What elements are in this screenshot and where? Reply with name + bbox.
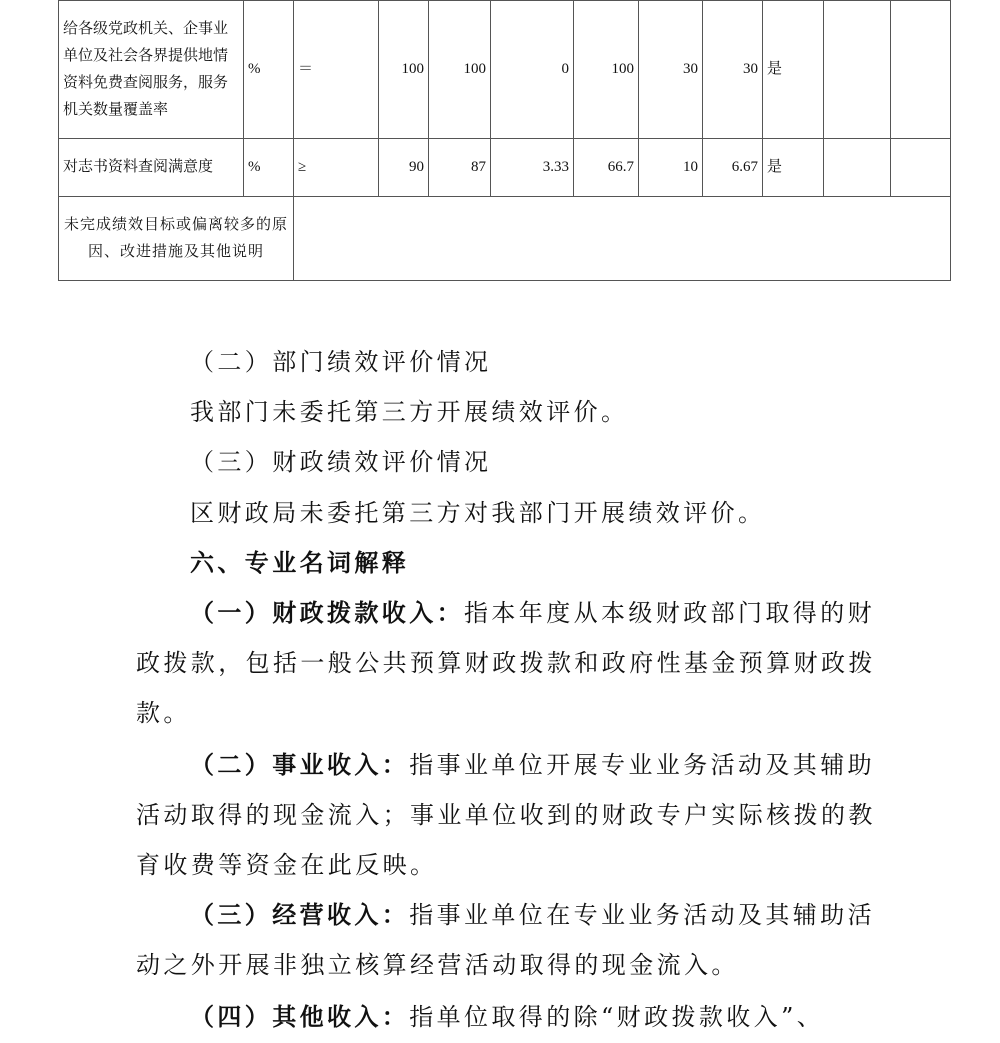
weight-cell: 10 [639,139,703,197]
weight-cell: 30 [639,1,703,139]
target-cell: 90 [379,139,429,197]
term-label: （四）其他收入： [190,1002,410,1031]
actual-cell: 87 [429,139,491,197]
extra-cell [891,1,951,139]
table-row [59,139,951,197]
term-text: 育收费等资金在此反映。 [136,851,438,879]
table-row [59,197,951,281]
completion-cell: 66.7 [574,139,639,197]
actual-cell: 100 [429,1,491,139]
fin-eval-text: 区财政局未委托第三方对我部门开展绩效评价。 [190,499,766,527]
term-text: 指本年度从本级财政部门取得的财 [464,599,875,627]
extra-cell [891,139,951,197]
glossary-heading: 六、专业名词解释 [190,548,410,577]
deviation-cell: 0 [491,1,574,139]
table-row [59,1,951,139]
term-text: 政拨款，包括一般公共预算财政拨款和政府性基金预算财政拨 [136,649,876,677]
unit-cell: % [244,139,294,197]
term-label: （三）经营收入： [190,900,410,929]
unit-cell: % [244,1,294,139]
term-text: 指事业单位开展专业业务活动及其辅助 [409,751,876,779]
term-text: 活动取得的现金流入；事业单位收到的财政专户实际核拨的教 [136,801,876,829]
achieved-cell: 是 [763,1,824,139]
indicator-cell: 给各级党政机关、企事业单位及社会各界提供地情资料免费查阅服务，服务机关数量覆盖率 [59,1,244,139]
deviation-cell: 3.33 [491,139,574,197]
term-text: 指事业单位在专业业务活动及其辅助活 [409,901,876,929]
term-text: 指单位取得的除“财政拨款收入”、 [409,1003,825,1031]
score-cell: 6.67 [703,139,763,197]
dept-eval-text: 我部门未委托第三方开展绩效评价。 [190,398,629,426]
target-cell: 100 [379,1,429,139]
indicator-cell: 对志书资料查阅满意度 [59,139,244,197]
term-text: 款。 [136,699,191,727]
score-cell: 30 [703,1,763,139]
term-label: （一）财政拨款收入： [190,598,464,627]
achieved-cell: 是 [763,139,824,197]
term-label: （二）事业收入： [190,750,410,779]
completion-cell: 100 [574,1,639,139]
operator-cell: ＝ [294,1,379,139]
note-label: 未完成绩效目标或偏离较多的原因、改进措施及其他说明 [59,197,294,281]
note-value [294,197,951,281]
extra-cell [824,1,891,139]
performance-table [58,0,951,281]
term-text: 动之外开展非独立核算经营活动取得的现金流入。 [136,951,739,979]
extra-cell [824,139,891,197]
dept-eval-heading: （二）部门绩效评价情况 [190,348,492,376]
operator-cell: ≥ [294,139,379,197]
fin-eval-heading: （三）财政绩效评价情况 [190,448,492,476]
